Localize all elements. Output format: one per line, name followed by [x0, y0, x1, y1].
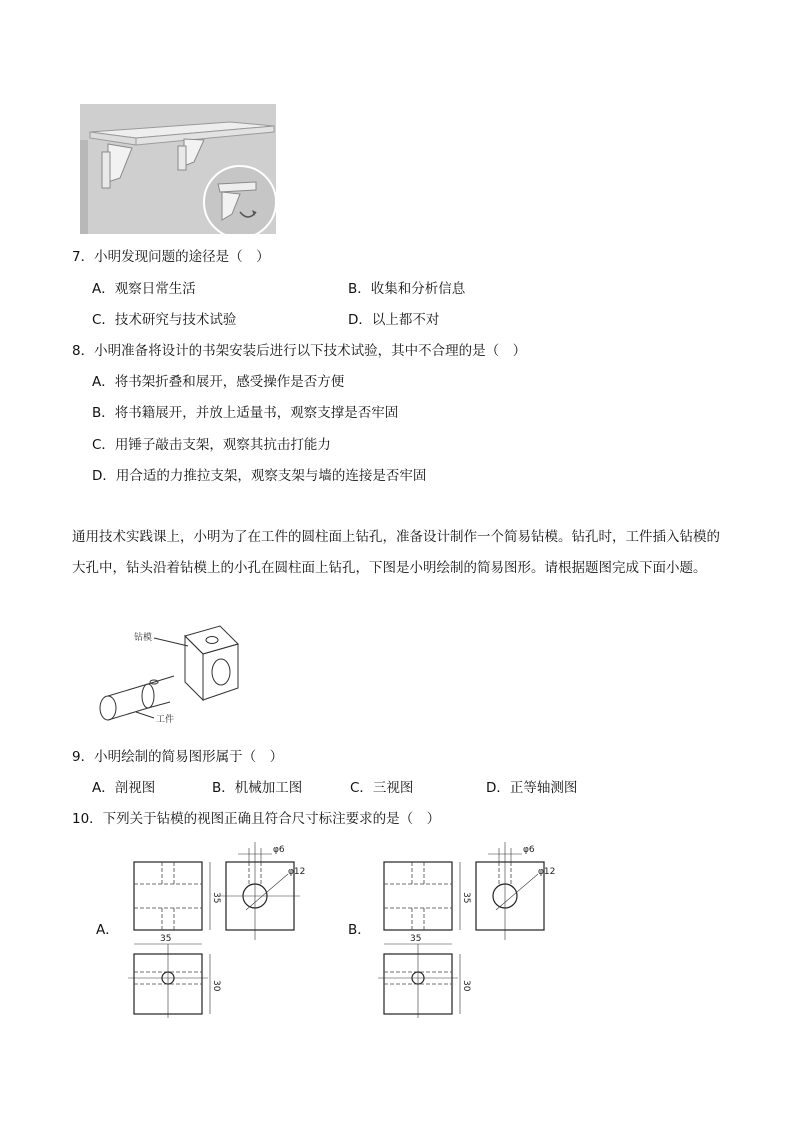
option-b-views[interactable] — [378, 840, 562, 1018]
q9-stem: 9．小明绘制的简易图形属于（ ） — [72, 749, 284, 765]
option-a-dim-large: φ12 — [288, 867, 306, 877]
option-b-dim-height: 35 — [461, 892, 471, 904]
drill-jig-figure — [90, 620, 250, 730]
q10-option-a[interactable]: A． — [96, 922, 119, 938]
q7-option-b[interactable]: B．收集和分析信息 — [348, 281, 466, 297]
q7-option-c[interactable]: C．技术研究与技术试验 — [92, 312, 237, 328]
shelf-photo — [80, 104, 276, 234]
q8-option-b[interactable]: B．将书籍展开，并放上适量书，观察支撑是否牢固 — [92, 405, 399, 421]
q7-stem: 7．小明发现问题的途径是（ ） — [72, 249, 270, 265]
q7-option-d[interactable]: D．以上都不对 — [348, 312, 440, 328]
q10-stem: 10．下列关于钻模的视图正确且符合尺寸标注要求的是（ ） — [72, 811, 441, 827]
option-a-dim-depth: 30 — [211, 980, 221, 992]
passage-text: 通用技术实践课上，小明为了在工件的圆柱面上钻孔，准备设计制作一个简易钻模。钻孔时，工件插入钻模的大孔中，钻头沿着钻模上的小孔在圆柱面上钻孔，下图是小明绘制的简易图形。请根据题图完成下面小题。 — [72, 529, 720, 576]
option-a-dim-width: 35 — [160, 934, 172, 944]
q8-option-d[interactable]: D．用合适的力推拉支架，观察支架与墙的连接是否牢固 — [92, 468, 427, 484]
option-a-views[interactable] — [128, 840, 312, 1018]
q8-option-a[interactable]: A．将书架折叠和展开，感受操作是否方便 — [92, 374, 345, 390]
option-b-dim-large: φ12 — [538, 867, 556, 877]
q10-option-b[interactable]: B． — [348, 922, 371, 938]
q9-option-d[interactable]: D．正等轴测图 — [486, 780, 578, 796]
drill-jig-label: 钻模 — [134, 633, 153, 643]
q9-option-a[interactable]: A．剖视图 — [92, 780, 156, 796]
q9-option-c[interactable]: C．三视图 — [350, 780, 414, 796]
q9-option-b[interactable]: B．机械加工图 — [212, 780, 303, 796]
option-b-dim-width: 35 — [410, 934, 422, 944]
q8-option-c[interactable]: C．用锤子敲击支架，观察其抗击打能力 — [92, 437, 331, 453]
workpiece-label: 工件 — [156, 715, 175, 725]
option-a-dim-height: 35 — [211, 892, 221, 904]
q8-stem: 8．小明准备将设计的书架安装后进行以下技术试验，其中不合理的是（ ） — [72, 343, 527, 359]
q7-option-a[interactable]: A．观察日常生活 — [92, 281, 196, 297]
option-b-dim-small: φ6 — [523, 845, 535, 855]
option-b-dim-depth: 30 — [461, 980, 471, 992]
option-a-dim-small: φ6 — [273, 845, 285, 855]
